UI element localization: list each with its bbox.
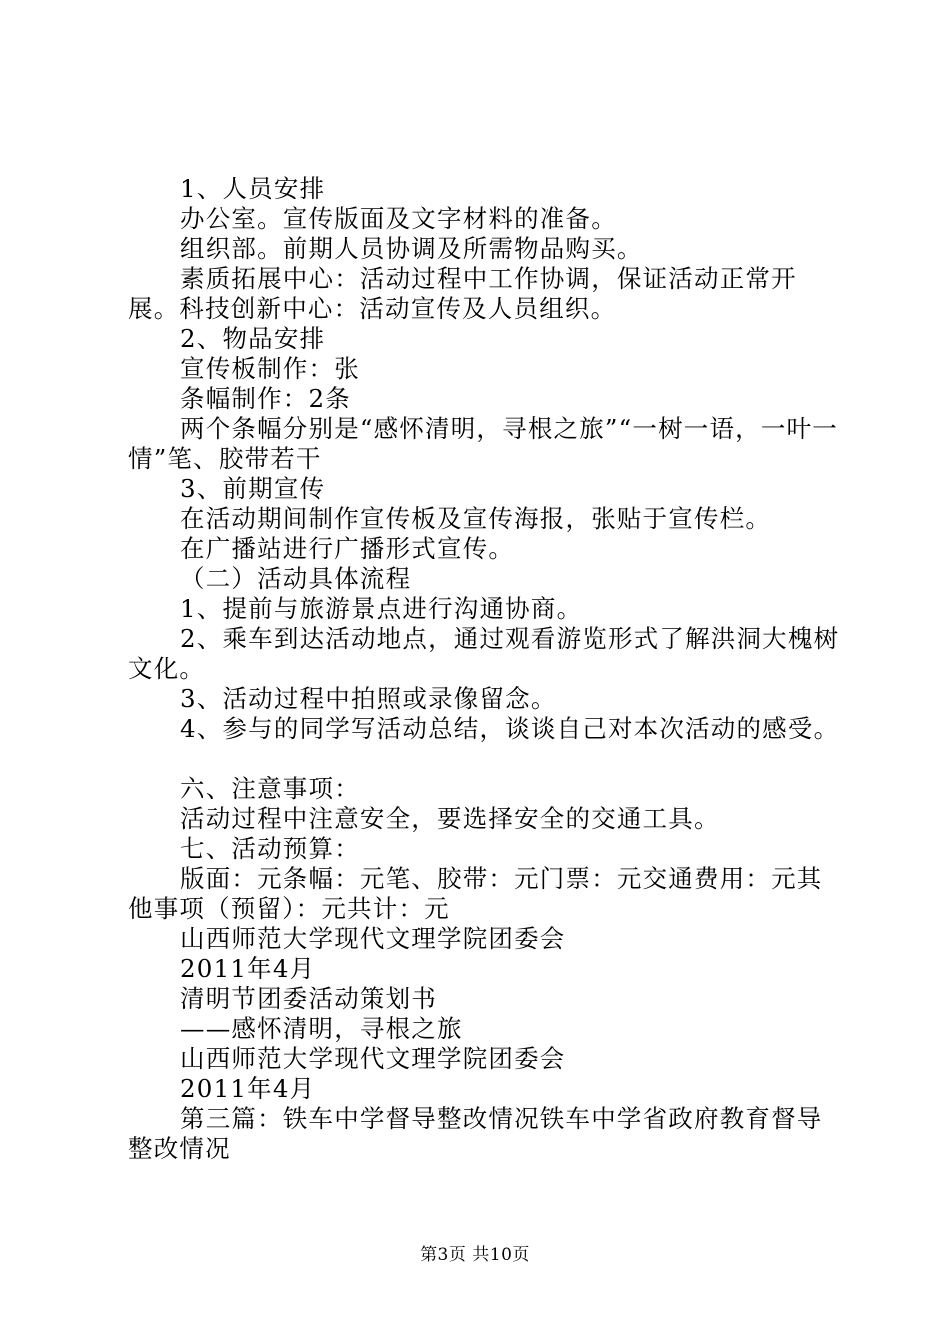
- signature-date: 2011年4月: [180, 954, 316, 983]
- section-heading: 1、人员安排: [180, 174, 326, 203]
- list-item: 2、乘车到达活动地点，通过观看游览形式了解洪洞大槐树文化。: [128, 624, 840, 683]
- paragraph: 版面：元条幅：元笔、胶带：元门票：元交通费用：元其他事项（预留）：元共计：元: [128, 864, 823, 923]
- list-item: 1、提前与旅游景点进行沟通协商。: [180, 594, 583, 623]
- signature-org: 山西师范大学现代文理学院团委会: [180, 924, 566, 953]
- paragraph: 在活动期间制作宣传板及宣传海报，张贴于宣传栏。: [180, 504, 772, 533]
- section-heading: （二）活动具体流程: [180, 564, 412, 593]
- section-heading: 3、前期宣传: [180, 474, 326, 503]
- section-heading: 第三篇：铁车中学督导整改情况铁车中学省政府教育督导整改情况: [128, 1104, 823, 1163]
- paragraph: 两个条幅分别是“感怀清明，寻根之旅”“一树一语，一叶一情”笔、胶带若干: [128, 414, 838, 473]
- signature-date: 2011年4月: [180, 1074, 316, 1103]
- paragraph: 组织部。前期人员协调及所需物品购买。: [180, 234, 643, 263]
- section-heading: 六、注意事项：: [180, 774, 360, 803]
- document-subtitle: ——感怀清明，寻根之旅: [180, 1014, 463, 1043]
- section-heading: 七、活动预算：: [180, 834, 360, 863]
- list-item: 4、参与的同学写活动总结，谈谈自己对本次活动的感受。: [180, 714, 840, 743]
- signature-org: 山西师范大学现代文理学院团委会: [180, 1044, 566, 1073]
- paragraph: 条幅制作：2条: [180, 384, 351, 413]
- section-heading: 2、物品安排: [180, 324, 326, 353]
- document-title: 清明节团委活动策划书: [180, 984, 437, 1013]
- paragraph: 办公室。宣传版面及文字材料的准备。: [180, 204, 617, 233]
- blank-line: [128, 744, 848, 774]
- list-item: 3、活动过程中拍照或录像留念。: [180, 684, 557, 713]
- document-body: [128, 174, 848, 1164]
- page-footer: 第3页 共10页: [420, 1245, 530, 1265]
- paragraph: 活动过程中注意安全，要选择安全的交通工具。: [180, 804, 720, 833]
- paragraph: 素质拓展中心：活动过程中工作协调，保证活动正常开展。科技创新中心：活动宣传及人员组织。: [128, 264, 797, 323]
- paragraph: 在广播站进行广播形式宣传。: [180, 534, 515, 563]
- paragraph: 宣传板制作：张: [180, 354, 360, 383]
